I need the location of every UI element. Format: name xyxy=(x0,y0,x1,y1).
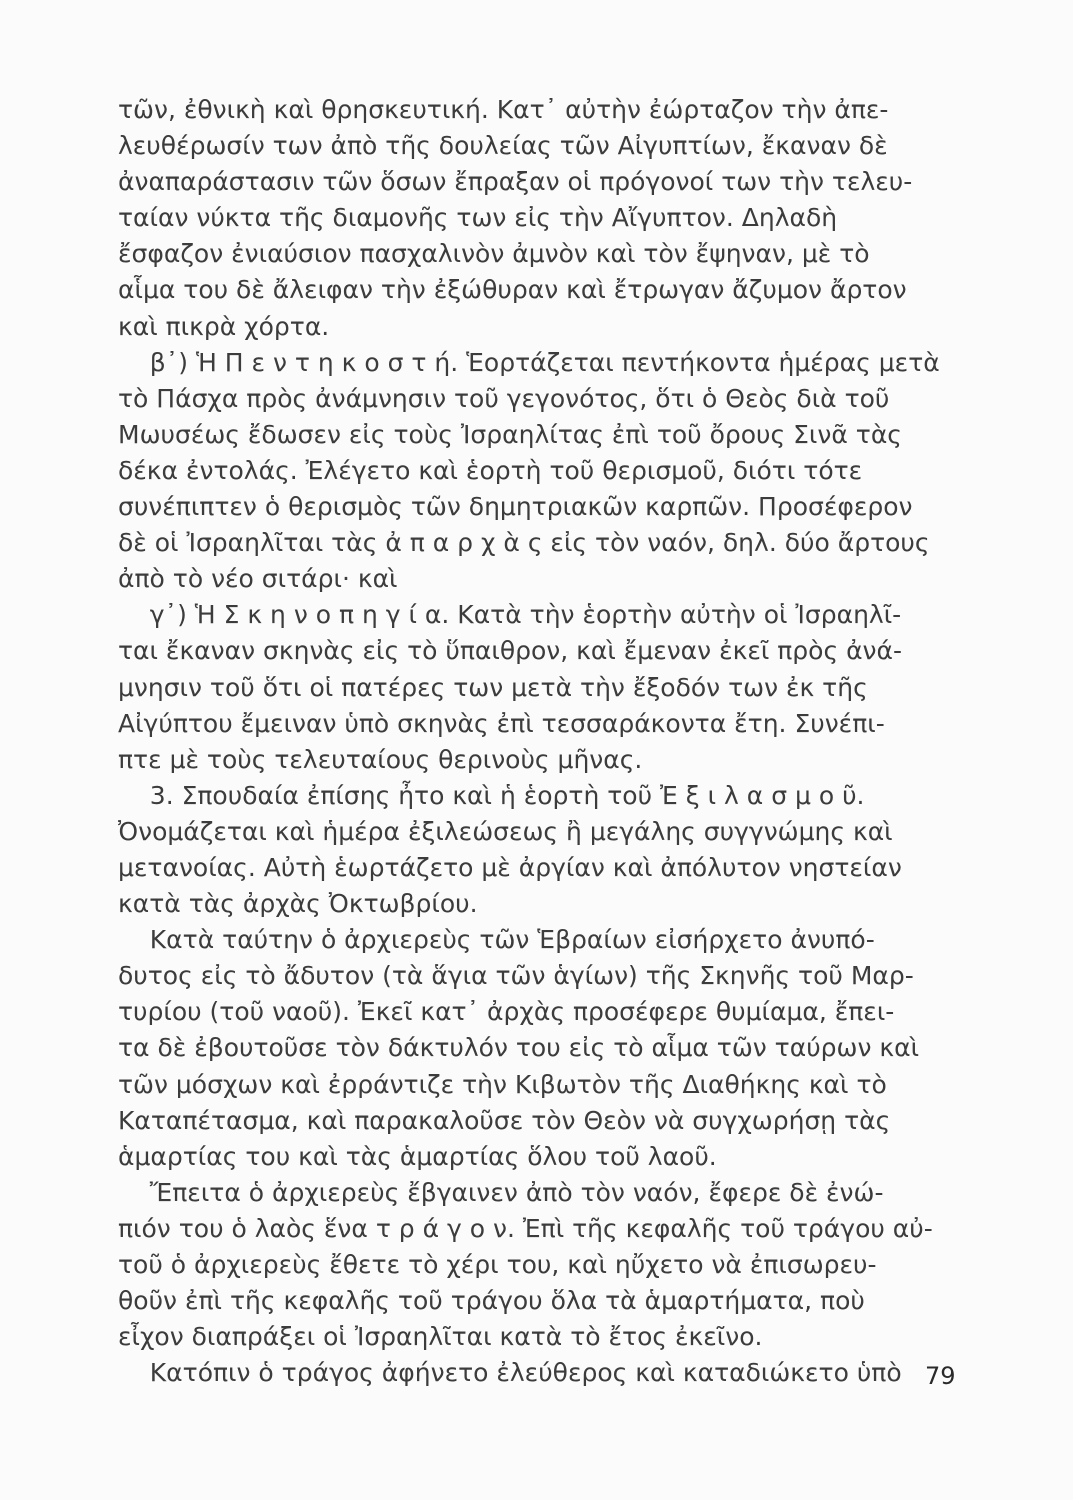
text-line: θοῦν ἐπὶ τῆς κεφαλῆς τοῦ τράγου ὅλα τὰ ἁμαρτήματα, ποὺ xyxy=(118,1286,865,1316)
text-line: τυρίου (τοῦ ναοῦ). Ἐκεῖ κατ᾽ ἀρχὰς προσέφερε θυμίαμα, ἔπει- xyxy=(118,997,895,1027)
text-line: ἔσφαζον ἐνιαύσιον πασχαλινὸν ἀμνὸν καὶ τὸν ἔψηναν, μὲ τὸ xyxy=(118,239,870,269)
text-line: 3. Σπουδαία ἐπίσης ἦτο καὶ ἡ ἑορτὴ τοῦ Ἐ ξ ι λ α σ μ ο ῦ. xyxy=(118,780,865,810)
text-line: τοῦ ὁ ἀρχιερεὺς ἔθετε τὸ χέρι του, καὶ ηὔχετο νὰ ἐπισωρευ- xyxy=(118,1250,877,1279)
text-line: τῶν μόσχων καὶ ἐρράντιζε τὴν Κιβωτὸν τῆς Διαθήκης καὶ τὸ xyxy=(118,1069,887,1099)
text-line: συνέπιπτεν ὁ θερισμὸς τῶν δημητριακῶν καρπῶν. Προσέφερον xyxy=(118,492,913,522)
text-line: Κατόπιν ὁ τράγος ἀφήνετο ἐλεύθερος καὶ καταδιώκετο ὑπὸ xyxy=(118,1358,902,1388)
text-line: Ὀνομάζεται καὶ ἡμέρα ἐξιλεώσεως ἢ μεγάλης συγγνώμης καὶ xyxy=(118,816,893,846)
text-line: αἷμα του δὲ ἄλειφαν τὴν ἐξώθυραν καὶ ἔτρωγαν ἄζυμον ἄρτον xyxy=(118,275,907,305)
text-line: Μωυσέως ἔδωσεν εἰς τοὺς Ἰσραηλίτας ἐπὶ τοῦ ὄρους Σινᾶ τὰς xyxy=(118,419,902,449)
body-text xyxy=(118,92,968,1391)
text-line: μετανοίας. Αὐτὴ ἑωρτάζετο μὲ ἀργίαν καὶ ἀπόλυτον νηστείαν xyxy=(118,852,902,882)
text-line: ται ἔκαναν σκηνὰς εἰς τὸ ὕπαιθρον, καὶ ἔμεναν ἐκεῖ πρὸς ἀνά- xyxy=(118,636,903,666)
text-line: ἀναπαράστασιν τῶν ὅσων ἔπραξαν οἱ πρόγονοί των τὴν τελευ- xyxy=(118,167,913,197)
page-number: 79 xyxy=(925,1362,956,1390)
text-line: Καταπέτασμα, καὶ παρακαλοῦσε τὸν Θεὸν νὰ συγχωρήσῃ τὰς xyxy=(118,1105,891,1135)
text-line: κατὰ τὰς ἀρχὰς Ὀκτωβρίου. xyxy=(118,889,478,919)
text-line: τῶν, ἐθνικὴ καὶ θρησκευτική. Κατ᾽ αὐτὴν ἐώρταζον τὴν ἀπε- xyxy=(118,95,889,124)
text-line: εἶχον διαπράξει οἱ Ἰσραηλῖται κατὰ τὸ ἔτος ἐκεῖνο. xyxy=(118,1322,763,1352)
text-line: β᾽) Ἡ Π ε ν τ η κ ο σ τ ή. Ἑορτάζεται πεντήκοντα ἡμέρας μετὰ xyxy=(118,347,940,377)
text-line: πιόν του ὁ λαὸς ἕνα τ ρ ά γ ο ν. Ἐπὶ τῆς κεφαλῆς τοῦ τράγου αὐ- xyxy=(118,1213,933,1243)
text-line: Κατὰ ταύτην ὁ ἀρχιερεὺς τῶν Ἑβραίων εἰσήρχετο ἀνυπό- xyxy=(118,925,875,955)
text-line: γ᾽) Ἡ Σ κ η ν ο π η γ ί α. Κατὰ τὴν ἑορτὴν αὐτὴν οἱ Ἰσραηλῖ- xyxy=(118,600,902,630)
text-line: ταίαν νύκτα τῆς διαμονῆς των εἰς τὴν Αἴγυπτον. Δηλαδὴ xyxy=(118,203,838,233)
text-line: τὸ Πάσχα πρὸς ἀνάμνησιν τοῦ γεγονότος, ὅτι ὁ Θεὸς διὰ τοῦ xyxy=(118,383,890,413)
text-line: ἁμαρτίας του καὶ τὰς ἁμαρτίας ὅλου τοῦ λαοῦ. xyxy=(118,1141,717,1171)
text-line: λευθέρωσίν των ἀπὸ τῆς δουλείας τῶν Αἰγυπτίων, ἔκαναν δὲ xyxy=(118,131,888,161)
text-line: ἀπὸ τὸ νέο σιτάρι· καὶ xyxy=(118,564,398,594)
text-line: καὶ πικρὰ χόρτα. xyxy=(118,311,330,341)
text-line: Αἰγύπτου ἔμειναν ὑπὸ σκηνὰς ἐπὶ τεσσαράκοντα ἔτη. Συνέπι- xyxy=(118,708,885,738)
text-line: μνησιν τοῦ ὅτι οἱ πατέρες των μετὰ τὴν ἔξοδόν των ἐκ τῆς xyxy=(118,672,868,702)
text-line: δέκα ἐντολάς. Ἐλέγετο καὶ ἑορτὴ τοῦ θερισμοῦ, διότι τότε xyxy=(118,455,863,485)
text-line: τα δὲ ἐβουτοῦσε τὸν δάκτυλόν του εἰς τὸ αἷμα τῶν ταύρων καὶ xyxy=(118,1033,920,1063)
text-line: πτε μὲ τοὺς τελευταίους θερινοὺς μῆνας. xyxy=(118,744,643,774)
text-line: δυτος εἰς τὸ ἄδυτον (τὰ ἅγια τῶν ἁγίων) τῆς Σκηνῆς τοῦ Μαρ- xyxy=(118,961,914,991)
text-line: Ἔπειτα ὁ ἀρχιερεὺς ἔβγαινεν ἀπὸ τὸν ναόν, ἔφερε δὲ ἐνώ- xyxy=(118,1177,884,1207)
text-line: δὲ οἱ Ἰσραηλῖται τὰς ἀ π α ρ χ ὰ ς εἰς τὸν ναόν, δηλ. δύο ἄρτους xyxy=(118,528,930,558)
